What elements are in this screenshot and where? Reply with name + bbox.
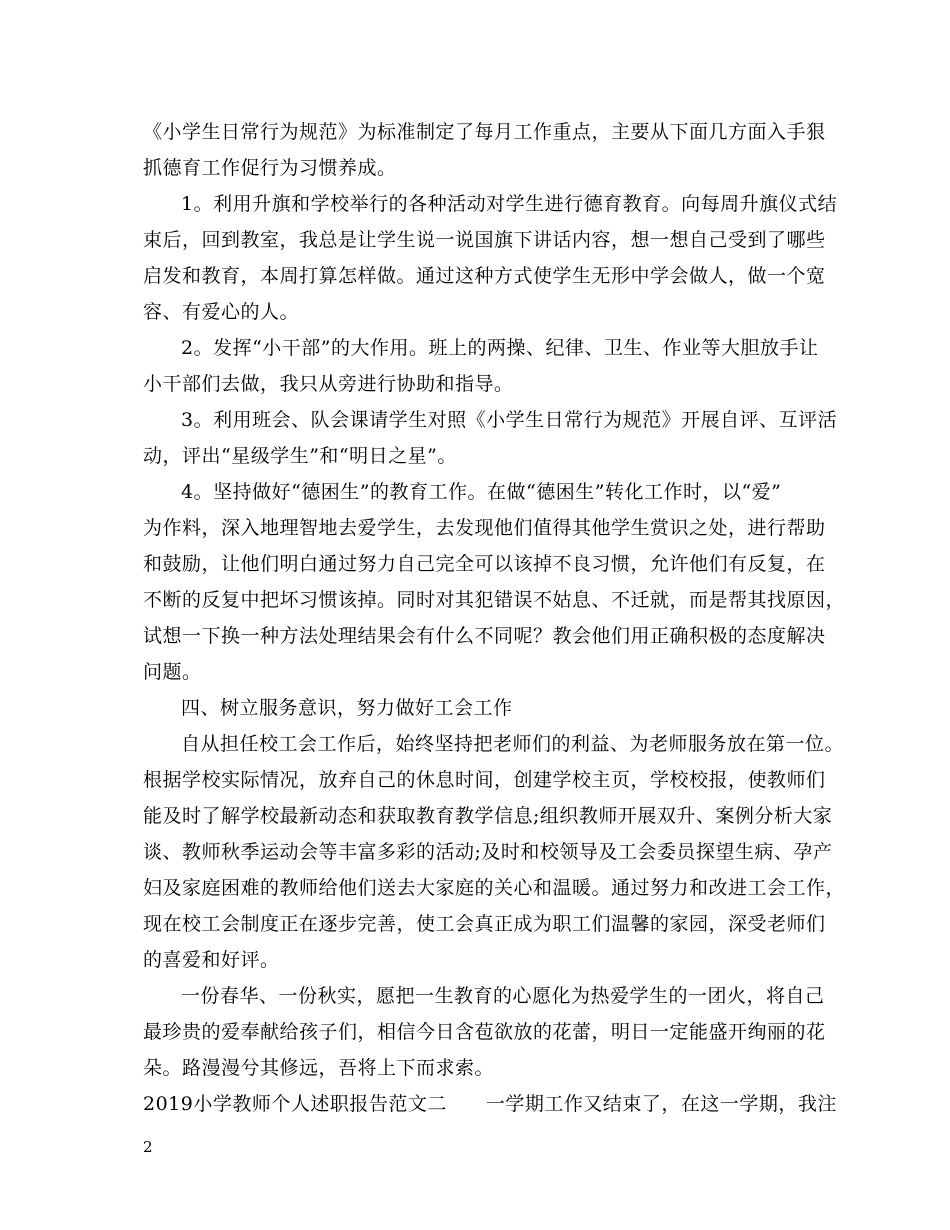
text-line: 启发和教育，本周打算怎样做。通过这种方式使学生无形中学会做人，做一个宽 <box>143 265 826 287</box>
text-line: 2。发挥“小干部”的大作用。班上的两操、纪律、卫生、作业等大胆放手让 <box>181 337 819 359</box>
text-line: 根据学校实际情况，放弃自己的休息时间，创建学校主页，学校校报，使教师们 <box>143 769 826 791</box>
text-line: 朵。路漫漫兮其修远，吾将上下而求索。 <box>143 1057 495 1079</box>
text-line: 容、有爱心的人。 <box>143 301 300 323</box>
text-line: 现在校工会制度正在逐步完善，使工会真正成为职工们温馨的家园，深受老师们 <box>143 913 826 935</box>
text-line: 的喜爱和好评。 <box>143 949 280 971</box>
text-line: 4。坚持做好“德困生”的教育工作。在做“德困生”转化工作时，以“爱” <box>181 481 782 503</box>
section-heading: 四、树立服务意识，努力做好工会工作 <box>181 697 513 719</box>
text-line: 试想一下换一种方法处理结果会有什么不同呢？教会他们用正确积极的态度解决 <box>143 625 826 647</box>
text-line: 能及时了解学校最新动态和获取教育教学信息;组织教师开展双升、案例分析大家 <box>143 805 833 827</box>
text-line: 束后，回到教室，我总是让学生说一说国旗下讲话内容，想一想自己受到了哪些 <box>143 229 826 251</box>
text-line: 一份春华、一份秋实，愿把一生教育的心愿化为热爱学生的一团火，将自己 <box>181 985 825 1007</box>
text-line: 自从担任校工会工作后，始终坚持把老师们的利益、为老师服务放在第一位。 <box>181 733 845 755</box>
text-line: 3。利用班会、队会课请学生对照《小学生日常行为规范》开展自评、互评活 <box>181 409 838 431</box>
text-line: 小干部们去做，我只从旁进行协助和指导。 <box>143 373 514 395</box>
page-number: 2 <box>143 1138 153 1156</box>
text-line: 《小学生日常行为规范》为标准制定了每月工作重点，主要从下面几方面入手狠 <box>143 121 826 143</box>
text-line: 不断的反复中把坏习惯该掉。同时对其犯错误不姑息、不迁就，而是帮其找原因， <box>143 589 846 611</box>
text-line: 为作料，深入地理智地去爱学生，去发现他们值得其他学生赏识之处，进行帮助 <box>143 517 826 539</box>
text-line: 问题。 <box>143 661 202 683</box>
text-line: 妇及家庭困难的教师给他们送去大家庭的关心和温暖。通过努力和改进工会工作， <box>143 877 846 899</box>
text-line: 和鼓励，让他们明白通过努力自己完全可以该掉不良习惯，允许他们有反复，在 <box>143 553 826 575</box>
text-line: 2019小学教师个人述职报告范文二 一学期工作又结束了，在这一学期，我注 <box>143 1093 837 1115</box>
text-line: 最珍贵的爱奉献给孩子们，相信今日含苞欲放的花蕾，明日一定能盛开绚丽的花 <box>143 1021 826 1043</box>
text-line: 动，评出“星级学生”和“明日之星”。 <box>143 445 457 467</box>
text-line: 1。利用升旗和学校举行的各种活动对学生进行德育教育。向每周升旗仪式结 <box>181 193 838 215</box>
text-line: 抓德育工作促行为习惯养成。 <box>143 157 397 179</box>
text-line: 谈、教师秋季运动会等丰富多彩的活动;及时和校领导及工会委员探望生病、孕产 <box>143 841 833 863</box>
